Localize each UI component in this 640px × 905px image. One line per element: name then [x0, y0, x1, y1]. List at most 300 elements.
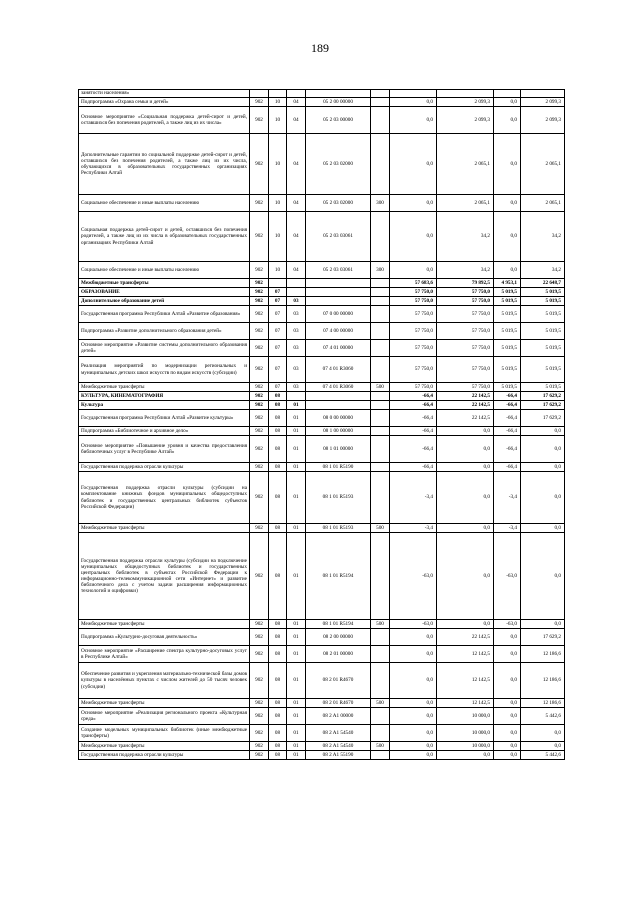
cell-amount-3: 0,0 — [494, 107, 521, 134]
cell-ministry-code: 902 — [250, 699, 269, 708]
cell-amount-4: 5 442,6 — [521, 708, 565, 725]
cell-target-article: 05 2 03 02000 — [306, 134, 371, 195]
cell-ministry-code: 902 — [250, 340, 269, 357]
cell-section: 08 — [269, 646, 287, 663]
cell-amount-1: -66,4 — [390, 463, 437, 472]
cell-amount-2: 22 142,5 — [437, 392, 494, 401]
cell-amount-4: 12 186,6 — [521, 663, 565, 699]
cell-name: Основное мероприятие «Развитие системы дополнительного образования детей» — [79, 340, 250, 357]
cell-subsection: 03 — [287, 357, 306, 383]
cell-amount-1: 57 750,0 — [390, 340, 437, 357]
cell-section: 08 — [269, 524, 287, 533]
cell-ministry-code: 902 — [250, 323, 269, 340]
cell-name: Государственная программа Республики Алтай «Развитие культуры» — [79, 410, 250, 427]
cell-expense-type — [371, 90, 390, 98]
cell-section: 08 — [269, 742, 287, 751]
cell-amount-4: 0,0 — [521, 533, 565, 620]
cell-expense-type — [371, 107, 390, 134]
table-body — [79, 90, 565, 760]
cell-name: Государственная поддержка отрасли культуры (субсидии на подключение муниципальных общедоступных библиотек и государственных центральных библиотек в субъектах Российской Федерации к информационно-телекоммуникационной сети «Интернет» и развитие библиотечного дела с учетом задачи расширения информационных технологий и оцифровки) — [79, 533, 250, 620]
cell-name: Социальная поддержка детей-сирот и детей, оставшихся без попечения родителей, а также лиц из их числа в образовательных государственных организациях Республики Алтай — [79, 212, 250, 262]
cell-amount-1: -66,4 — [390, 436, 437, 463]
cell-amount-3: 0,0 — [494, 195, 521, 212]
cell-amount-3: -66,4 — [494, 410, 521, 427]
cell-target-article: 07 4 01 R3060 — [306, 357, 371, 383]
cell-expense-type: 500 — [371, 524, 390, 533]
cell-section: 07 — [269, 340, 287, 357]
cell-amount-3: 0,0 — [494, 646, 521, 663]
cell-amount-3: 5 019,5 — [494, 288, 521, 297]
cell-amount-3: 0,0 — [494, 751, 521, 760]
cell-section: 08 — [269, 708, 287, 725]
cell-amount-2: 22 142,5 — [437, 410, 494, 427]
cell-amount-1: 0,0 — [390, 725, 437, 742]
cell-name: Реализация мероприятий по модернизации региональных и муниципальных детских школ искусств по видам искусств (субсидии) — [79, 357, 250, 383]
cell-amount-3: 5 019,5 — [494, 357, 521, 383]
table-row — [79, 195, 565, 212]
cell-subsection: 01 — [287, 699, 306, 708]
cell-amount-1: 0,0 — [390, 646, 437, 663]
cell-amount-3: -63,0 — [494, 533, 521, 620]
cell-target-article — [306, 392, 371, 401]
cell-amount-1: 0,0 — [390, 134, 437, 195]
cell-subsection: 04 — [287, 212, 306, 262]
cell-ministry-code: 902 — [250, 646, 269, 663]
cell-subsection: 01 — [287, 436, 306, 463]
table-row — [79, 357, 565, 383]
cell-section: 08 — [269, 663, 287, 699]
table-row — [79, 533, 565, 620]
cell-amount-4: 2 099,3 — [521, 98, 565, 107]
cell-expense-type — [371, 297, 390, 306]
cell-amount-2: 10 000,0 — [437, 708, 494, 725]
cell-amount-3: 5 019,5 — [494, 306, 521, 323]
cell-section: 08 — [269, 463, 287, 472]
cell-amount-3: 0,0 — [494, 699, 521, 708]
table-row — [79, 262, 565, 279]
cell-ministry-code: 902 — [250, 620, 269, 629]
cell-amount-3: 5 019,5 — [494, 323, 521, 340]
cell-name: Культура — [79, 401, 250, 410]
cell-expense-type — [371, 134, 390, 195]
cell-amount-1: -66,4 — [390, 401, 437, 410]
cell-expense-type: 300 — [371, 195, 390, 212]
cell-subsection: 03 — [287, 297, 306, 306]
cell-target-article: 08 1 01 00000 — [306, 436, 371, 463]
cell-name: Межбюджетные трансферты — [79, 383, 250, 392]
table-row — [79, 629, 565, 646]
cell-subsection — [287, 90, 306, 98]
cell-amount-4: 12 186,6 — [521, 699, 565, 708]
cell-name: Социальное обеспечение и иные выплаты населению — [79, 195, 250, 212]
cell-amount-1: -66,4 — [390, 427, 437, 436]
cell-amount-4: 5 442,6 — [521, 751, 565, 760]
cell-target-article: 05 2 03 03061 — [306, 262, 371, 279]
table-row — [79, 279, 565, 288]
cell-amount-2 — [437, 90, 494, 98]
cell-target-article — [306, 297, 371, 306]
cell-amount-2: 0,0 — [437, 533, 494, 620]
cell-name: Основное мероприятие «Расширение спектра культурно-досуговых услуг в Республике Алтай» — [79, 646, 250, 663]
cell-amount-1: 0,0 — [390, 212, 437, 262]
cell-expense-type — [371, 410, 390, 427]
cell-amount-3: 0,0 — [494, 708, 521, 725]
table-row — [79, 134, 565, 195]
cell-ministry-code: 902 — [250, 134, 269, 195]
cell-amount-2: 57 750,0 — [437, 383, 494, 392]
cell-section: 10 — [269, 195, 287, 212]
cell-expense-type — [371, 472, 390, 524]
cell-ministry-code: 902 — [250, 629, 269, 646]
cell-subsection: 01 — [287, 533, 306, 620]
cell-target-article — [306, 288, 371, 297]
cell-subsection: 01 — [287, 663, 306, 699]
cell-expense-type — [371, 98, 390, 107]
cell-subsection: 01 — [287, 751, 306, 760]
cell-amount-2: 57 750,0 — [437, 306, 494, 323]
cell-amount-2: 57 750,0 — [437, 357, 494, 383]
cell-expense-type — [371, 629, 390, 646]
cell-amount-4: 22 648,7 — [521, 279, 565, 288]
cell-amount-3: 5 019,5 — [494, 383, 521, 392]
cell-amount-4: 5 019,5 — [521, 297, 565, 306]
cell-name: Государственная поддержка отрасли культуры — [79, 463, 250, 472]
cell-section: 07 — [269, 306, 287, 323]
cell-amount-1: 57 683,6 — [390, 279, 437, 288]
cell-amount-3: 0,0 — [494, 134, 521, 195]
cell-amount-2: 2 099,3 — [437, 98, 494, 107]
table-row — [79, 288, 565, 297]
cell-amount-2: 2 065,1 — [437, 195, 494, 212]
cell-amount-2: 12 142,5 — [437, 663, 494, 699]
cell-amount-4: 5 019,5 — [521, 357, 565, 383]
cell-target-article: 05 2 00 00000 — [306, 98, 371, 107]
cell-amount-4: 0,0 — [521, 620, 565, 629]
cell-ministry-code: 902 — [250, 297, 269, 306]
cell-name: Подпрограмма «Развитие дополнительного образования детей» — [79, 323, 250, 340]
cell-name: Дополнительные гарантии по социальной поддержке детей-сирот и детей, оставшихся без попечения родителей, а также лиц из их числа, обучающихся в образовательных государственных организациях Республики Алтай — [79, 134, 250, 195]
cell-target-article: 07 4 01 00000 — [306, 340, 371, 357]
cell-target-article: 08 2 A1 54540 — [306, 725, 371, 742]
cell-section: 08 — [269, 725, 287, 742]
cell-amount-1: 0,0 — [390, 751, 437, 760]
cell-expense-type — [371, 306, 390, 323]
cell-ministry-code: 902 — [250, 524, 269, 533]
cell-target-article: 08 1 01 R5193 — [306, 472, 371, 524]
cell-amount-3: 0,0 — [494, 663, 521, 699]
cell-expense-type — [371, 288, 390, 297]
cell-name: Основное мероприятие «Реализация регионального проекта «Культурная среда» — [79, 708, 250, 725]
cell-ministry-code: 902 — [250, 708, 269, 725]
cell-amount-1: 0,0 — [390, 107, 437, 134]
cell-amount-4: 17 629,2 — [521, 629, 565, 646]
cell-target-article: 08 2 A1 54540 — [306, 742, 371, 751]
table-row — [79, 392, 565, 401]
cell-amount-3: -3,4 — [494, 472, 521, 524]
table-row — [79, 472, 565, 524]
cell-amount-2: 0,0 — [437, 524, 494, 533]
cell-amount-1: 57 750,0 — [390, 288, 437, 297]
cell-name: Межбюджетные трансферты — [79, 279, 250, 288]
cell-section: 07 — [269, 297, 287, 306]
cell-subsection: 03 — [287, 340, 306, 357]
table-row — [79, 646, 565, 663]
cell-expense-type — [371, 751, 390, 760]
cell-ministry-code: 902 — [250, 401, 269, 410]
cell-amount-3: -66,4 — [494, 392, 521, 401]
cell-section: 08 — [269, 401, 287, 410]
cell-name: Основное мероприятие «Повышение уровня и качества предоставления библиотечных услуг в Республике Алтай» — [79, 436, 250, 463]
cell-ministry-code: 902 — [250, 472, 269, 524]
table-row — [79, 107, 565, 134]
table-row — [79, 708, 565, 725]
cell-amount-2: 57 750,0 — [437, 340, 494, 357]
cell-amount-2: 0,0 — [437, 751, 494, 760]
cell-subsection: 01 — [287, 401, 306, 410]
cell-name: Государственная программа Республики Алтай «Развитие образования» — [79, 306, 250, 323]
cell-ministry-code: 902 — [250, 306, 269, 323]
cell-ministry-code: 902 — [250, 463, 269, 472]
cell-subsection: 01 — [287, 463, 306, 472]
cell-amount-4: 0,0 — [521, 427, 565, 436]
cell-ministry-code: 902 — [250, 742, 269, 751]
cell-amount-1: 57 750,0 — [390, 323, 437, 340]
table-row — [79, 524, 565, 533]
cell-expense-type — [371, 663, 390, 699]
cell-ministry-code: 902 — [250, 410, 269, 427]
cell-expense-type — [371, 533, 390, 620]
cell-name: Подпрограмма «Библиотечное и архивное дело» — [79, 427, 250, 436]
cell-amount-4: 5 019,5 — [521, 383, 565, 392]
table-row — [79, 98, 565, 107]
cell-amount-2: 2 099,3 — [437, 107, 494, 134]
cell-amount-1: 0,0 — [390, 98, 437, 107]
cell-subsection: 01 — [287, 427, 306, 436]
cell-amount-2: 34,2 — [437, 212, 494, 262]
cell-target-article: 08 2 A1 00000 — [306, 708, 371, 725]
table-row — [79, 383, 565, 392]
cell-expense-type: 300 — [371, 262, 390, 279]
cell-ministry-code: 902 — [250, 392, 269, 401]
cell-target-article: 05 2 03 02000 — [306, 195, 371, 212]
cell-section: 08 — [269, 620, 287, 629]
table-row — [79, 306, 565, 323]
cell-amount-1: 0,0 — [390, 708, 437, 725]
cell-amount-3: 5 019,5 — [494, 297, 521, 306]
cell-subsection: 04 — [287, 107, 306, 134]
cell-amount-4: 0,0 — [521, 436, 565, 463]
budget-table — [78, 89, 565, 760]
cell-amount-4: 5 019,5 — [521, 340, 565, 357]
cell-amount-4: 0,0 — [521, 742, 565, 751]
cell-subsection — [287, 288, 306, 297]
cell-expense-type — [371, 340, 390, 357]
cell-target-article: 08 1 01 R5190 — [306, 463, 371, 472]
cell-ministry-code: 902 — [250, 98, 269, 107]
cell-name: КУЛЬТУРА, КИНЕМАТОГРАФИЯ — [79, 392, 250, 401]
table-row — [79, 620, 565, 629]
cell-amount-1: 0,0 — [390, 262, 437, 279]
cell-amount-2: 2 065,1 — [437, 134, 494, 195]
cell-subsection: 01 — [287, 708, 306, 725]
cell-target-article: 08 1 01 R5194 — [306, 620, 371, 629]
cell-subsection — [287, 279, 306, 288]
table-row — [79, 340, 565, 357]
cell-amount-3: 4 953,1 — [494, 279, 521, 288]
cell-ministry-code: 902 — [250, 107, 269, 134]
cell-target-article — [306, 401, 371, 410]
cell-ministry-code: 902 — [250, 212, 269, 262]
cell-amount-4: 17 629,2 — [521, 401, 565, 410]
table-row — [79, 751, 565, 760]
cell-amount-3: -3,4 — [494, 524, 521, 533]
cell-amount-4: 12 186,6 — [521, 646, 565, 663]
cell-section: 10 — [269, 262, 287, 279]
cell-amount-1: -63,0 — [390, 620, 437, 629]
cell-subsection: 04 — [287, 134, 306, 195]
cell-subsection: 01 — [287, 646, 306, 663]
cell-ministry-code: 902 — [250, 751, 269, 760]
cell-target-article: 05 2 03 00000 — [306, 107, 371, 134]
cell-amount-2: 0,0 — [437, 463, 494, 472]
cell-section: 08 — [269, 392, 287, 401]
cell-name: Социальное обеспечение и иные выплаты населению — [79, 262, 250, 279]
cell-target-article — [306, 279, 371, 288]
cell-ministry-code: 902 — [250, 725, 269, 742]
table-row — [79, 725, 565, 742]
cell-section: 07 — [269, 323, 287, 340]
cell-section: 08 — [269, 427, 287, 436]
cell-target-article: 08 1 01 R5194 — [306, 533, 371, 620]
cell-amount-2: 79 892,5 — [437, 279, 494, 288]
cell-amount-4: 2 065,1 — [521, 195, 565, 212]
cell-expense-type: 500 — [371, 620, 390, 629]
cell-subsection: 04 — [287, 262, 306, 279]
cell-target-article — [306, 90, 371, 98]
cell-section: 10 — [269, 107, 287, 134]
cell-subsection: 01 — [287, 725, 306, 742]
cell-amount-3 — [494, 90, 521, 98]
cell-section: 08 — [269, 751, 287, 760]
cell-amount-3: -66,4 — [494, 427, 521, 436]
table-row — [79, 323, 565, 340]
cell-amount-1: 57 750,0 — [390, 306, 437, 323]
cell-amount-4: 0,0 — [521, 725, 565, 742]
cell-amount-4: 2 065,1 — [521, 134, 565, 195]
table-row — [79, 401, 565, 410]
table-row — [79, 699, 565, 708]
cell-amount-2: 57 750,0 — [437, 288, 494, 297]
cell-expense-type — [371, 323, 390, 340]
table-row — [79, 742, 565, 751]
cell-ministry-code: 902 — [250, 663, 269, 699]
cell-target-article: 08 1 00 00000 — [306, 427, 371, 436]
cell-section: 08 — [269, 410, 287, 427]
cell-name: Подпрограмма «Охрана семьи и детей» — [79, 98, 250, 107]
cell-name: Создание модельных муниципальных библиотек (иные межбюджетные трансферты) — [79, 725, 250, 742]
cell-section: 10 — [269, 134, 287, 195]
cell-amount-4: 34,2 — [521, 212, 565, 262]
cell-amount-3: -66,4 — [494, 463, 521, 472]
cell-ministry-code — [250, 90, 269, 98]
table-row — [79, 663, 565, 699]
cell-amount-3: 0,0 — [494, 725, 521, 742]
cell-section: 07 — [269, 357, 287, 383]
cell-amount-3: 0,0 — [494, 629, 521, 646]
cell-subsection: 04 — [287, 195, 306, 212]
cell-expense-type — [371, 401, 390, 410]
cell-name: Дополнительное образование детей — [79, 297, 250, 306]
cell-expense-type — [371, 436, 390, 463]
cell-amount-3: 0,0 — [494, 212, 521, 262]
cell-amount-3: 0,0 — [494, 742, 521, 751]
cell-section: 08 — [269, 699, 287, 708]
cell-amount-2: 12 142,5 — [437, 699, 494, 708]
cell-amount-4: 0,0 — [521, 472, 565, 524]
cell-target-article: 08 1 01 R5193 — [306, 524, 371, 533]
cell-name: Подпрограмма «Культурно-досуговая деятельность» — [79, 629, 250, 646]
cell-expense-type — [371, 212, 390, 262]
cell-amount-2: 34,2 — [437, 262, 494, 279]
cell-ministry-code: 902 — [250, 427, 269, 436]
cell-expense-type — [371, 392, 390, 401]
cell-amount-1: 0,0 — [390, 629, 437, 646]
cell-amount-1: 0,0 — [390, 699, 437, 708]
cell-section: 10 — [269, 212, 287, 262]
cell-amount-4: 5 019,5 — [521, 323, 565, 340]
cell-target-article: 08 0 00 00000 — [306, 410, 371, 427]
cell-expense-type — [371, 427, 390, 436]
cell-target-article: 08 2 00 00000 — [306, 629, 371, 646]
cell-target-article: 07 4 01 R3060 — [306, 383, 371, 392]
cell-ministry-code: 902 — [250, 436, 269, 463]
cell-amount-1: 57 750,0 — [390, 297, 437, 306]
cell-name: Межбюджетные трансферты — [79, 699, 250, 708]
cell-expense-type — [371, 708, 390, 725]
cell-amount-4: 0,0 — [521, 463, 565, 472]
cell-amount-3: 0,0 — [494, 262, 521, 279]
cell-amount-1: 0,0 — [390, 742, 437, 751]
cell-amount-3: -66,4 — [494, 436, 521, 463]
cell-amount-4: 17 629,2 — [521, 410, 565, 427]
cell-amount-4: 5 019,5 — [521, 306, 565, 323]
table-row — [79, 463, 565, 472]
cell-expense-type: 500 — [371, 742, 390, 751]
cell-subsection: 01 — [287, 742, 306, 751]
cell-subsection: 03 — [287, 323, 306, 340]
cell-amount-2: 10 000,0 — [437, 742, 494, 751]
cell-section: 07 — [269, 383, 287, 392]
cell-target-article: 08 2 01 00000 — [306, 646, 371, 663]
table-row — [79, 436, 565, 463]
cell-amount-3: 0,0 — [494, 98, 521, 107]
cell-amount-2: 22 142,5 — [437, 629, 494, 646]
cell-ministry-code: 902 — [250, 288, 269, 297]
cell-amount-1: -3,4 — [390, 524, 437, 533]
cell-target-article: 07 0 00 00000 — [306, 306, 371, 323]
cell-expense-type: 500 — [371, 699, 390, 708]
table-row — [79, 410, 565, 427]
cell-amount-2: 0,0 — [437, 427, 494, 436]
cell-subsection: 01 — [287, 410, 306, 427]
cell-section — [269, 279, 287, 288]
cell-subsection: 01 — [287, 629, 306, 646]
cell-amount-4: 2 099,3 — [521, 107, 565, 134]
cell-amount-4: 34,2 — [521, 262, 565, 279]
cell-section: 10 — [269, 98, 287, 107]
cell-amount-2: 0,0 — [437, 472, 494, 524]
cell-name: ОБРАЗОВАНИЕ — [79, 288, 250, 297]
